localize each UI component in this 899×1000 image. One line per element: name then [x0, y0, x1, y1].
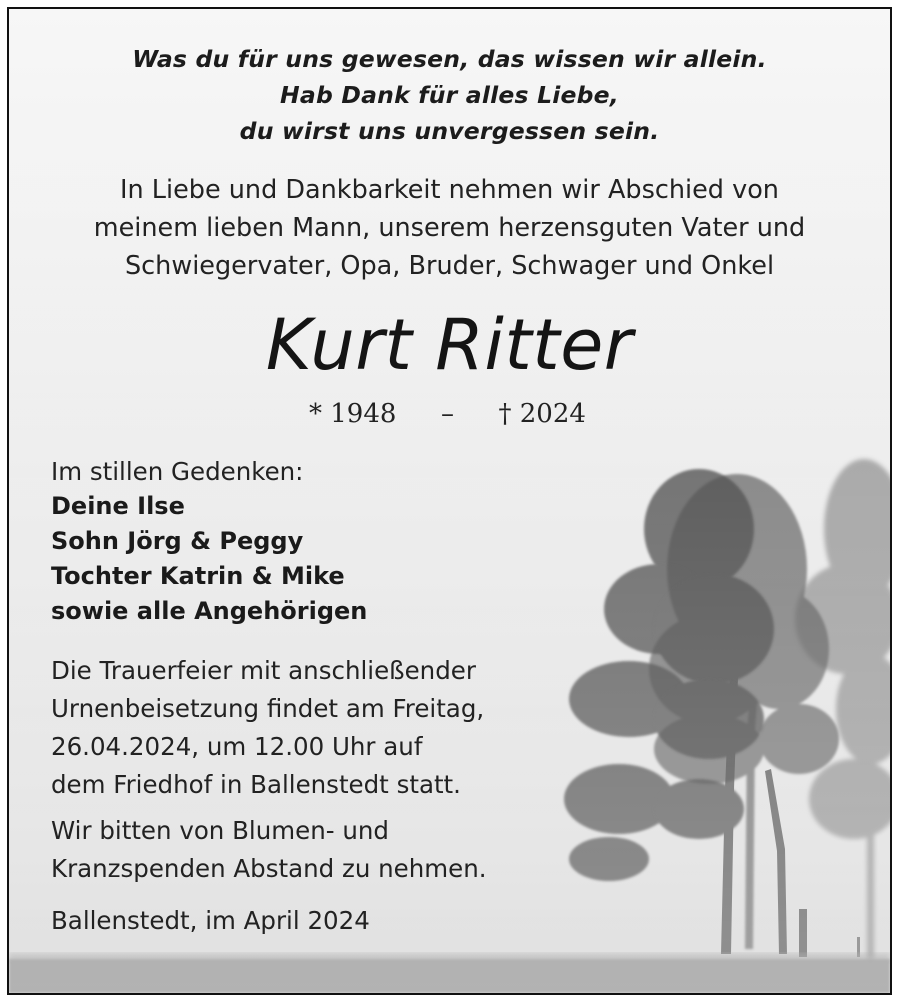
- verse-line: Hab Dank für alles Liebe,: [280, 81, 619, 109]
- place-and-date: Ballenstedt, im April 2024: [51, 906, 370, 935]
- intro-line: In Liebe und Dankbarkeit nehmen wir Abschied von: [120, 175, 779, 205]
- mourner-name: Sohn Jörg & Peggy: [51, 527, 304, 555]
- birth-year: * 1948: [309, 399, 397, 429]
- life-dates: [309, 397, 586, 431]
- remembrance-label: Im stillen Gedenken:: [51, 457, 304, 486]
- date-dash: –: [440, 399, 454, 429]
- flowers-request: [51, 812, 487, 888]
- death-year: † 2024: [498, 399, 586, 429]
- obituary-notice: [7, 7, 892, 995]
- mourner-name: sowie alle Angehörigen: [51, 597, 368, 625]
- verse-line: du wirst uns unvergessen sein.: [239, 117, 660, 145]
- memorial-verse: [9, 41, 890, 149]
- ceremony-details: [51, 652, 484, 804]
- mourners-list: [51, 489, 367, 629]
- intro-line: Schwiegervater, Opa, Bruder, Schwager und Onkel: [124, 251, 775, 281]
- verse-line: Was du für uns gewesen, das wissen wir allein.: [132, 45, 767, 73]
- flowers-line: Wir bitten von Blumen- und: [51, 816, 389, 845]
- ceremony-line: Die Trauerfeier mit anschließender: [51, 656, 476, 685]
- farewell-intro: [9, 171, 890, 285]
- mourner-name: Tochter Katrin & Mike: [51, 562, 345, 590]
- mourner-name: Deine Ilse: [51, 492, 185, 520]
- deceased-name: Kurt Ritter: [265, 304, 634, 386]
- intro-line: meinem lieben Mann, unserem herzensguten Vater und: [93, 213, 806, 243]
- ceremony-line: dem Friedhof in Ballenstedt statt.: [51, 770, 461, 799]
- flowers-line: Kranzspenden Abstand zu nehmen.: [51, 854, 487, 883]
- ceremony-line: Urnenbeisetzung findet am Freitag,: [51, 694, 485, 723]
- ceremony-line: 26.04.2024, um 12.00 Uhr auf: [51, 732, 423, 761]
